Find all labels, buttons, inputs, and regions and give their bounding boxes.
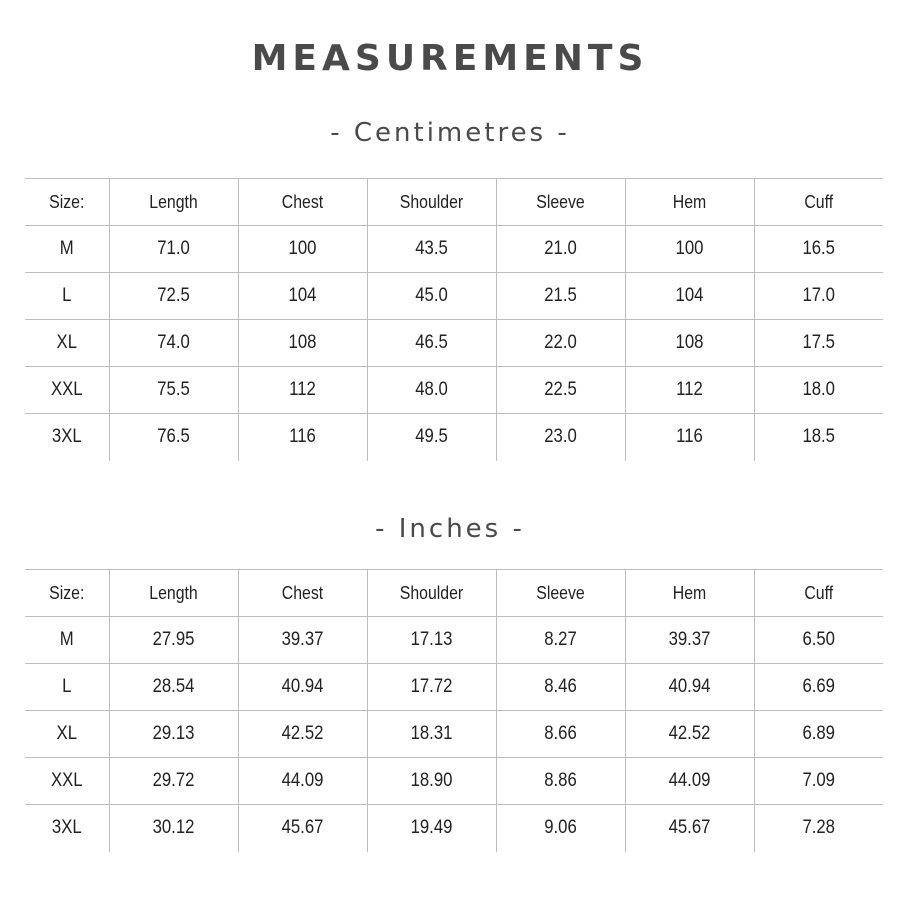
- header-cell: Size:: [30, 179, 104, 226]
- header-cell: Length: [117, 570, 231, 617]
- table-cell: 49.5: [375, 414, 489, 461]
- table-cell: 44.09: [633, 758, 747, 805]
- size-cell: L: [30, 273, 104, 320]
- inches-table: [25, 569, 883, 852]
- table-row: [25, 367, 883, 414]
- table-cell: 21.0: [504, 226, 618, 273]
- table-cell: 112: [633, 367, 747, 414]
- table-cell: 8.27: [504, 617, 618, 664]
- table-cell: 7.28: [762, 805, 876, 852]
- table-cell: 40.94: [246, 664, 360, 711]
- table-cell: 8.86: [504, 758, 618, 805]
- size-cell: XXL: [30, 758, 104, 805]
- table-cell: 112: [246, 367, 360, 414]
- table-cell: 8.46: [504, 664, 618, 711]
- size-cell: M: [30, 617, 104, 664]
- table-row: [25, 758, 883, 805]
- table-row: [25, 664, 883, 711]
- table-row: [25, 320, 883, 367]
- table-cell: 48.0: [375, 367, 489, 414]
- table-cell: 22.0: [504, 320, 618, 367]
- table-cell: 17.0: [762, 273, 876, 320]
- table-cell: 108: [246, 320, 360, 367]
- centimetres-heading: - Centimetres -: [330, 118, 570, 148]
- table-cell: 43.5: [375, 226, 489, 273]
- table-cell: 18.31: [375, 711, 489, 758]
- table-cell: 18.5: [762, 414, 876, 461]
- table-cell: 7.09: [762, 758, 876, 805]
- table-cell: 40.94: [633, 664, 747, 711]
- size-cell: 3XL: [30, 805, 104, 852]
- header-cell: Length: [117, 179, 231, 226]
- table-cell: 19.49: [375, 805, 489, 852]
- size-cell: XXL: [30, 367, 104, 414]
- table-cell: 116: [633, 414, 747, 461]
- table-cell: 8.66: [504, 711, 618, 758]
- header-cell: Hem: [633, 179, 747, 226]
- table-cell: 45.67: [246, 805, 360, 852]
- table-cell: 27.95: [117, 617, 231, 664]
- table-cell: 17.5: [762, 320, 876, 367]
- size-cell: M: [30, 226, 104, 273]
- table-cell: 6.50: [762, 617, 876, 664]
- header-cell: Sleeve: [504, 179, 618, 226]
- table-cell: 100: [246, 226, 360, 273]
- table-cell: 29.72: [117, 758, 231, 805]
- table-cell: 23.0: [504, 414, 618, 461]
- page-title: MEASUREMENTS: [251, 38, 649, 79]
- table-cell: 75.5: [117, 367, 231, 414]
- header-cell: Chest: [246, 179, 360, 226]
- table-cell: 104: [633, 273, 747, 320]
- header-cell: Sleeve: [504, 570, 618, 617]
- table-cell: 104: [246, 273, 360, 320]
- table-cell: 18.0: [762, 367, 876, 414]
- table-header-row: [25, 179, 883, 226]
- table-cell: 42.52: [246, 711, 360, 758]
- table-cell: 42.52: [633, 711, 747, 758]
- header-cell: Chest: [246, 570, 360, 617]
- centimetres-table: [25, 178, 883, 461]
- table-row: [25, 617, 883, 664]
- header-cell: Size:: [30, 570, 104, 617]
- table-cell: 21.5: [504, 273, 618, 320]
- table-cell: 22.5: [504, 367, 618, 414]
- table-header-row: [25, 570, 883, 617]
- table-cell: 116: [246, 414, 360, 461]
- table-cell: 29.13: [117, 711, 231, 758]
- table-cell: 30.12: [117, 805, 231, 852]
- header-cell: Cuff: [762, 570, 876, 617]
- table-cell: 45.0: [375, 273, 489, 320]
- table-cell: 17.72: [375, 664, 489, 711]
- table-row: [25, 414, 883, 461]
- table-row: [25, 273, 883, 320]
- header-cell: Shoulder: [375, 570, 489, 617]
- table-cell: 72.5: [117, 273, 231, 320]
- table-cell: 39.37: [246, 617, 360, 664]
- table-cell: 18.90: [375, 758, 489, 805]
- table-cell: 6.89: [762, 711, 876, 758]
- table-cell: 100: [633, 226, 747, 273]
- table-row: [25, 711, 883, 758]
- table-cell: 16.5: [762, 226, 876, 273]
- header-cell: Cuff: [762, 179, 876, 226]
- size-cell: XL: [30, 320, 104, 367]
- table-cell: 28.54: [117, 664, 231, 711]
- table-cell: 108: [633, 320, 747, 367]
- table-cell: 9.06: [504, 805, 618, 852]
- size-cell: 3XL: [30, 414, 104, 461]
- table-cell: 45.67: [633, 805, 747, 852]
- inches-heading: - Inches -: [375, 514, 525, 544]
- size-cell: L: [30, 664, 104, 711]
- header-cell: Shoulder: [375, 179, 489, 226]
- table-row: [25, 805, 883, 852]
- table-cell: 39.37: [633, 617, 747, 664]
- size-cell: XL: [30, 711, 104, 758]
- table-cell: 76.5: [117, 414, 231, 461]
- table-cell: 46.5: [375, 320, 489, 367]
- table-cell: 44.09: [246, 758, 360, 805]
- header-cell: Hem: [633, 570, 747, 617]
- table-cell: 71.0: [117, 226, 231, 273]
- table-cell: 74.0: [117, 320, 231, 367]
- table-cell: 17.13: [375, 617, 489, 664]
- table-row: [25, 226, 883, 273]
- table-cell: 6.69: [762, 664, 876, 711]
